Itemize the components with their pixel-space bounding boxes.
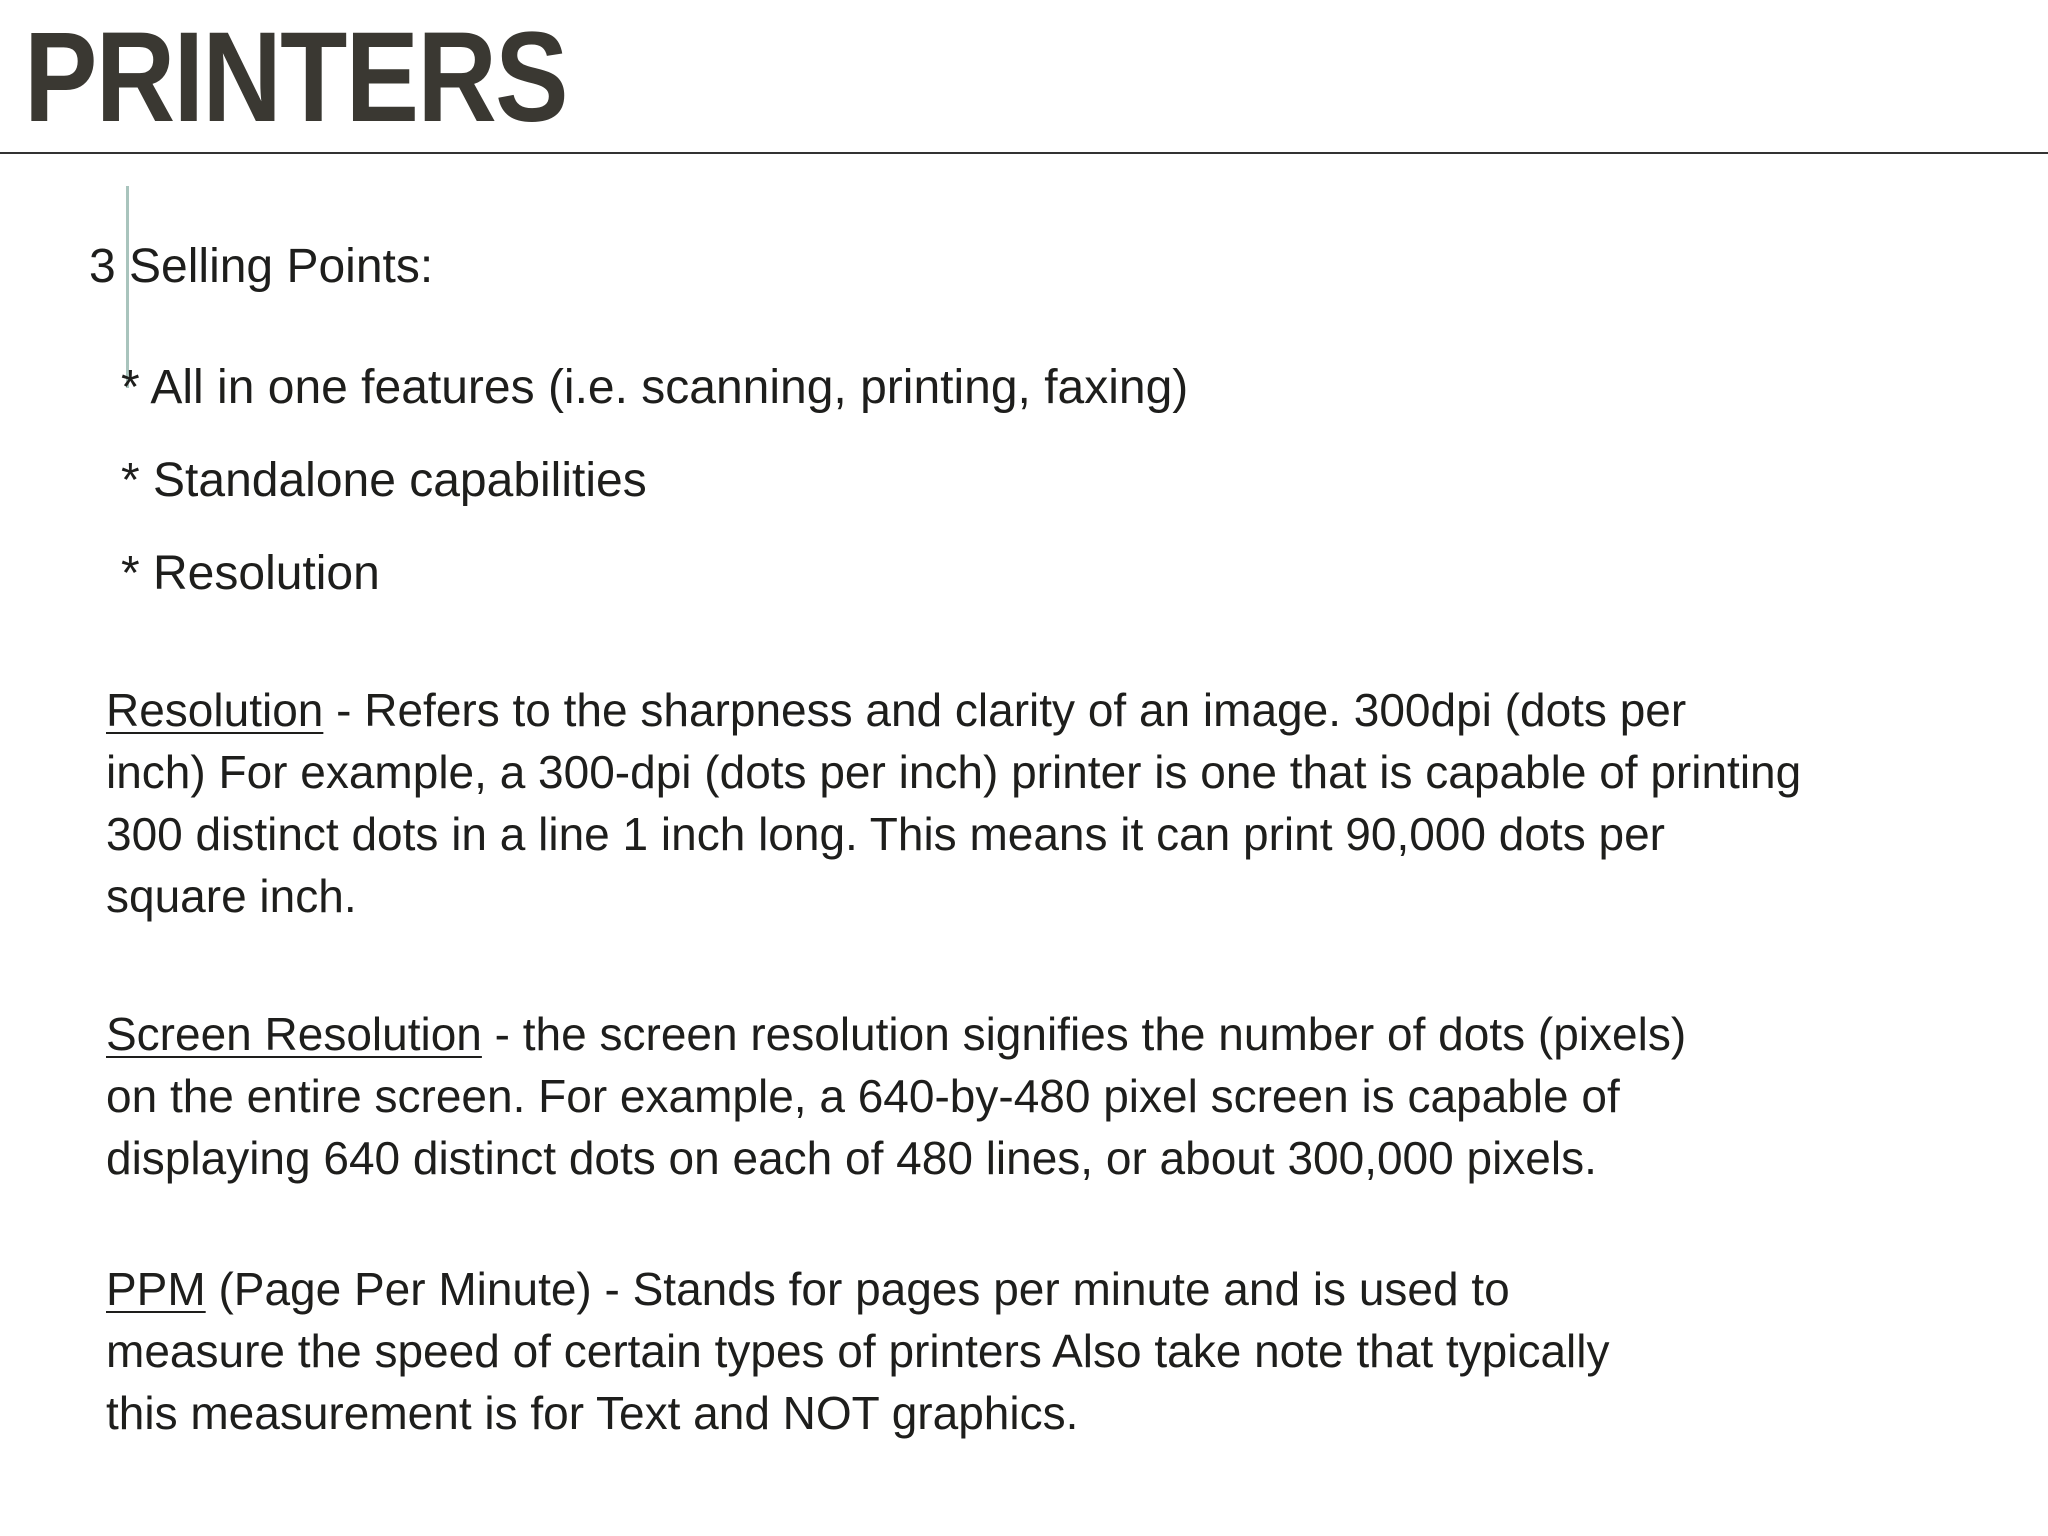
list-item: * All in one features (i.e. scanning, printing, faxing) bbox=[121, 361, 1189, 414]
list-item: * Standalone capabilities bbox=[121, 454, 647, 507]
definition-text: - Refers to the sharpness and clarity of an image. 300dpi (dots per bbox=[323, 684, 1687, 736]
definition-text: displaying 640 distinct dots on each of 480 lines, or about 300,000 pixels. bbox=[106, 1132, 1597, 1184]
definition-text: measure the speed of certain types of printers Also take note that typically bbox=[106, 1325, 1610, 1377]
definition-screen-resolution bbox=[106, 1003, 2006, 1189]
definition-text: square inch. bbox=[106, 870, 357, 922]
definition-text: this measurement is for Text and NOT graphics. bbox=[106, 1387, 1079, 1439]
selling-points-list bbox=[121, 358, 1188, 637]
title-divider bbox=[0, 152, 2048, 154]
definition-text: on the entire screen. For example, a 640-by-480 pixel screen is capable of bbox=[106, 1070, 1620, 1122]
definition-text: (Page Per Minute) - Stands for pages per minute and is used to bbox=[205, 1263, 1510, 1315]
definition-text: inch) For example, a 300-dpi (dots per inch) printer is one that is capable of printing bbox=[106, 746, 1802, 798]
definition-ppm bbox=[106, 1258, 2006, 1444]
definition-term: Screen Resolution bbox=[106, 1008, 482, 1060]
selling-points-heading: 3 Selling Points: bbox=[89, 240, 434, 293]
definition-text: - the screen resolution signifies the number of dots (pixels) bbox=[481, 1008, 1687, 1060]
slide-title: PRINTERS bbox=[24, 6, 567, 149]
list-item: * Resolution bbox=[121, 547, 380, 600]
definition-term: Resolution bbox=[106, 684, 324, 736]
definition-text: 300 distinct dots in a line 1 inch long. This means it can print 90,000 dots per bbox=[106, 808, 1665, 860]
definition-resolution bbox=[106, 679, 2006, 927]
definition-term: PPM bbox=[106, 1263, 206, 1315]
